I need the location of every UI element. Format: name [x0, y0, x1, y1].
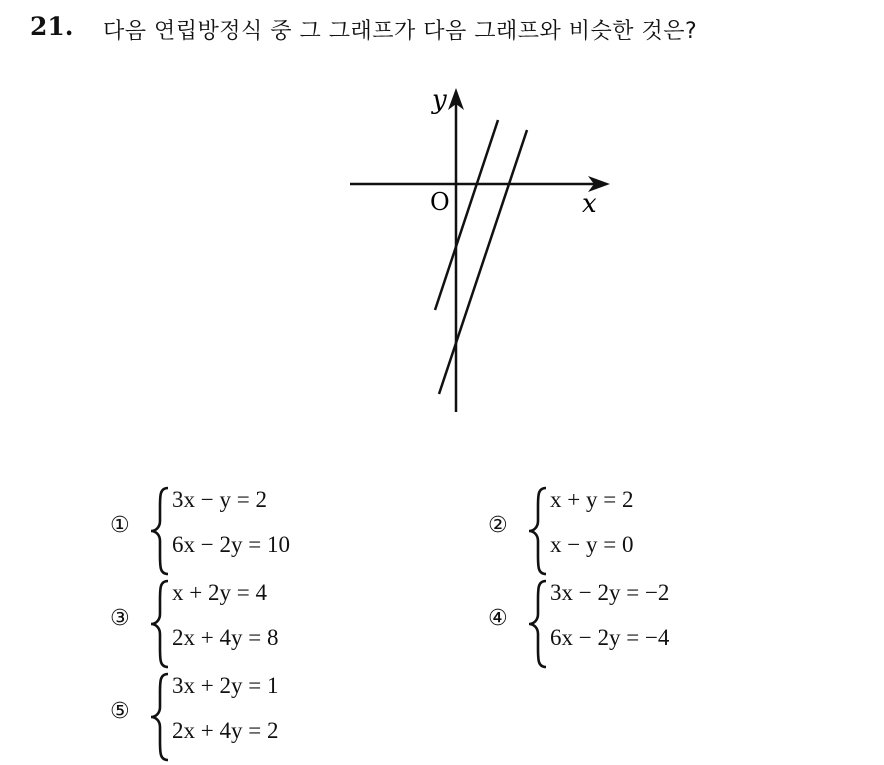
left-brace-icon	[148, 485, 172, 577]
left-brace-icon	[148, 671, 172, 763]
equation-2: 2x + 4y = 2	[172, 718, 279, 743]
choice-3[interactable]	[110, 578, 410, 670]
choice-marker: ①	[110, 513, 130, 538]
question-text: 다음 연립방정식 중 그 그래프가 다음 그래프와 비슷한 것은?	[103, 19, 698, 44]
choice-4[interactable]	[488, 578, 788, 670]
equation-1: 3x − 2y = −2	[550, 580, 670, 605]
equation-2: x − y = 0	[550, 532, 634, 557]
equation-2: 6x − 2y = 10	[172, 532, 290, 557]
choice-1[interactable]	[110, 485, 410, 577]
equation-2: 2x + 4y = 8	[172, 625, 279, 650]
equation-1: x + y = 2	[550, 487, 634, 512]
origin-label: O	[430, 188, 450, 216]
left-brace-icon	[526, 485, 550, 577]
equation-1: x + 2y = 4	[172, 580, 267, 605]
graph-figure	[340, 80, 630, 420]
choice-marker: ②	[488, 513, 508, 538]
choice-marker: ⑤	[110, 699, 130, 724]
equation-1: 3x − y = 2	[172, 487, 267, 512]
equation-2: 6x − 2y = −4	[550, 625, 670, 650]
question-number: 21.	[30, 12, 74, 41]
equation-1: 3x + 2y = 1	[172, 673, 279, 698]
y-axis-label: y	[432, 85, 447, 115]
x-axis-label: x	[582, 189, 597, 219]
choice-marker: ④	[488, 606, 508, 631]
left-brace-icon	[526, 578, 550, 670]
choice-marker: ③	[110, 606, 130, 631]
choice-2[interactable]	[488, 485, 788, 577]
left-brace-icon	[148, 578, 172, 670]
choice-5[interactable]	[110, 671, 410, 763]
